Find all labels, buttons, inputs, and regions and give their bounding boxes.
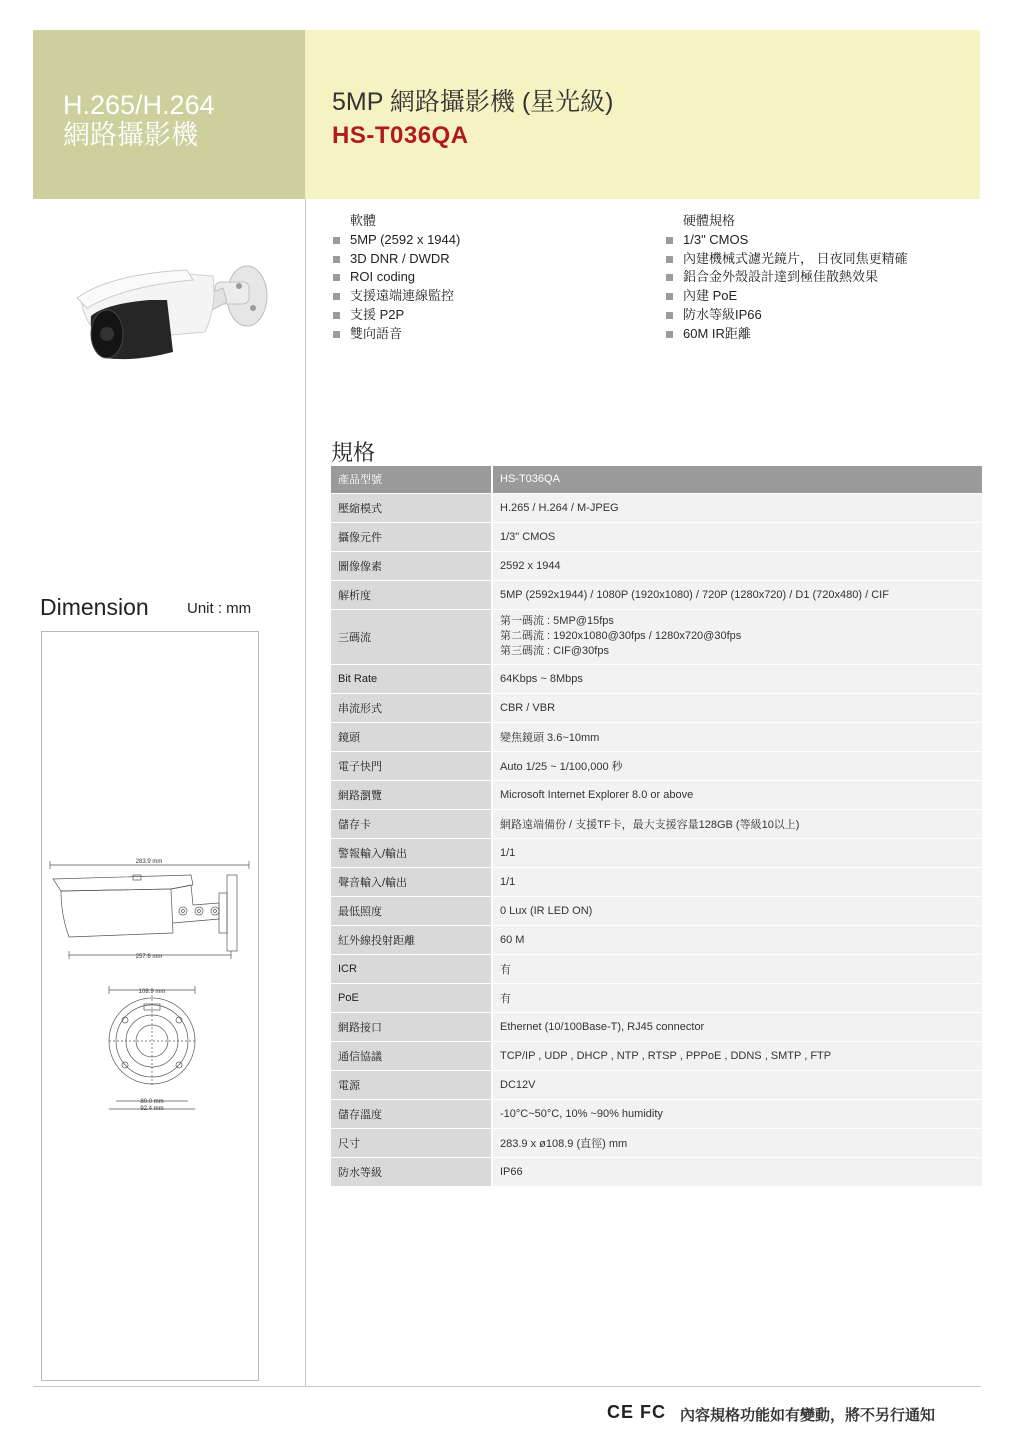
feature-item: 5MP (2592 x 1944)	[331, 231, 460, 250]
dim-width-label: 108.9 mm	[138, 989, 166, 995]
table-row	[331, 983, 982, 1012]
spec-key: 網路瀏覽	[331, 780, 492, 809]
footer-note: 內容規格功能如有變動，將不另行通知	[680, 1407, 936, 1424]
spec-key: 電子快門	[331, 751, 492, 780]
spec-value: 60 M	[492, 925, 982, 954]
spec-key: 通信協議	[331, 1041, 492, 1070]
spec-value: 64Kbps ~ 8Mbps	[492, 664, 982, 693]
table-row	[331, 838, 982, 867]
table-row	[331, 809, 982, 838]
spec-key: 攝像元件	[331, 522, 492, 551]
spec-value: Microsoft Internet Explorer 8.0 or above	[492, 780, 982, 809]
spec-key: 壓縮模式	[331, 493, 492, 522]
spec-key: 電源	[331, 1070, 492, 1099]
spec-value: 有	[492, 954, 982, 983]
spec-value: H.265 / H.264 / M-JPEG	[492, 493, 982, 522]
table-row	[331, 1041, 982, 1070]
spec-key: 產品型號	[331, 466, 492, 493]
spec-value: DC12V	[492, 1070, 982, 1099]
feature-item: 防水等級IP66	[664, 306, 908, 325]
table-row	[331, 493, 982, 522]
table-row	[331, 1099, 982, 1128]
category-line2: 網路攝影機	[63, 120, 198, 150]
spec-value: 1/1	[492, 838, 982, 867]
feature-item: 3D DNR / DWDR	[331, 250, 460, 269]
spec-value-multiline	[492, 609, 982, 664]
footer-divider	[33, 1386, 981, 1387]
product-model: HS-T036QA	[332, 122, 469, 149]
table-row	[331, 780, 982, 809]
dimension-title: Dimension	[40, 594, 149, 620]
dimension-unit: Unit : mm	[187, 600, 252, 617]
spec-table	[331, 466, 982, 1187]
spec-value: IP66	[492, 1157, 982, 1186]
spec-value: Auto 1/25 ~ 1/100,000 秒	[492, 751, 982, 780]
stream-line: 第一碼流 : 5MP@15fps	[500, 615, 614, 627]
feature-item: 鋁合金外殼設計達到極佳散熱效果	[664, 268, 908, 287]
spec-key: 尺寸	[331, 1128, 492, 1157]
spec-key: 聲音輸入/輸出	[331, 867, 492, 896]
certification-icon: CE FC	[607, 1402, 666, 1422]
table-row	[331, 954, 982, 983]
spec-title: 規格	[331, 440, 376, 465]
software-features	[331, 212, 460, 344]
table-row	[331, 896, 982, 925]
table-row	[331, 522, 982, 551]
spec-value: Ethernet (10/100Base-T), RJ45 connector	[492, 1012, 982, 1041]
feature-item: 雙向語音	[331, 325, 460, 344]
dim-length-label: 283.9 mm	[135, 859, 163, 865]
spec-value: 283.9 x ø108.9 (直徑) mm	[492, 1128, 982, 1157]
software-title: 軟體	[350, 213, 377, 228]
spec-key: 最低照度	[331, 896, 492, 925]
spec-key: 三碼流	[331, 609, 492, 664]
feature-item: ROI coding	[331, 268, 460, 287]
hardware-features	[664, 212, 908, 344]
spec-value: 有	[492, 983, 982, 1012]
feature-item: 內建 PoE	[664, 287, 908, 306]
spec-value: 1/3" CMOS	[492, 522, 982, 551]
spec-key: 鏡頭	[331, 722, 492, 751]
product-banner	[305, 30, 980, 199]
spec-value: HS-T036QA	[492, 466, 982, 493]
spec-key: 紅外線投射距離	[331, 925, 492, 954]
stream-line: 第三碼流 : CIF@30fps	[500, 645, 609, 657]
spec-key: 圖像像素	[331, 551, 492, 580]
feature-item: 60M IR距離	[664, 325, 908, 344]
table-row	[331, 1128, 982, 1157]
feature-item: 1/3" CMOS	[664, 231, 908, 250]
spec-key: 串流形式	[331, 693, 492, 722]
spec-key: 解析度	[331, 580, 492, 609]
table-row	[331, 867, 982, 896]
spec-key: 網路接口	[331, 1012, 492, 1041]
table-row	[331, 925, 982, 954]
vertical-divider	[305, 199, 306, 1387]
stream-line: 第二碼流 : 1920x1080@30fps / 1280x720@30fps	[500, 630, 742, 642]
category-line1: H.265/H.264	[63, 90, 215, 120]
dim-body-length-label: 257.6 mm	[135, 954, 163, 960]
spec-key: 儲存溫度	[331, 1099, 492, 1128]
spec-value: 網路遠端備份 / 支援TF卡，最大支援容量128GB (等級10以上)	[492, 809, 982, 838]
spec-header-row	[331, 466, 982, 493]
spec-value: 5MP (2592x1944) / 1080P (1920x1080) / 720P (1280x720) / D1 (720x480) / CIF	[492, 580, 982, 609]
spec-value: CBR / VBR	[492, 693, 982, 722]
spec-value: 變焦鏡頭 3.6~10mm	[492, 722, 982, 751]
table-row	[331, 551, 982, 580]
spec-value: 0 Lux (IR LED ON)	[492, 896, 982, 925]
feature-item: 支援 P2P	[331, 306, 460, 325]
table-row	[331, 580, 982, 609]
table-row	[331, 609, 982, 664]
dim-inner1-label: 80.0 mm	[140, 1099, 164, 1105]
hardware-title: 硬體規格	[683, 213, 736, 228]
spec-value: TCP/IP , UDP , DHCP , NTP , RTSP , PPPoE , DDNS , SMTP , FTP	[492, 1041, 982, 1070]
dim-inner2-label: 92.4 mm	[140, 1106, 164, 1112]
spec-key: ICR	[331, 954, 492, 983]
spec-value: 1/1	[492, 867, 982, 896]
table-row	[331, 1157, 982, 1186]
spec-key: 儲存卡	[331, 809, 492, 838]
spec-key: PoE	[331, 983, 492, 1012]
table-row	[331, 1012, 982, 1041]
table-row	[331, 722, 982, 751]
feature-item: 內建機械式濾光鏡片， 日夜同焦更精確	[664, 250, 908, 269]
table-row	[331, 1070, 982, 1099]
spec-key: 警報輸入/輸出	[331, 838, 492, 867]
spec-value: -10°C~50°C, 10% ~90% humidity	[492, 1099, 982, 1128]
table-row	[331, 693, 982, 722]
category-banner	[33, 30, 305, 199]
camera-image	[75, 258, 275, 388]
table-row	[331, 664, 982, 693]
table-row	[331, 751, 982, 780]
spec-value: 2592 x 1944	[492, 551, 982, 580]
spec-key: Bit Rate	[331, 664, 492, 693]
product-title: 5MP 網路攝影機 (星光級)	[332, 88, 614, 116]
spec-key: 防水等級	[331, 1157, 492, 1186]
dimension-drawing	[41, 845, 259, 1125]
feature-item: 支援遠端連線監控	[331, 287, 460, 306]
